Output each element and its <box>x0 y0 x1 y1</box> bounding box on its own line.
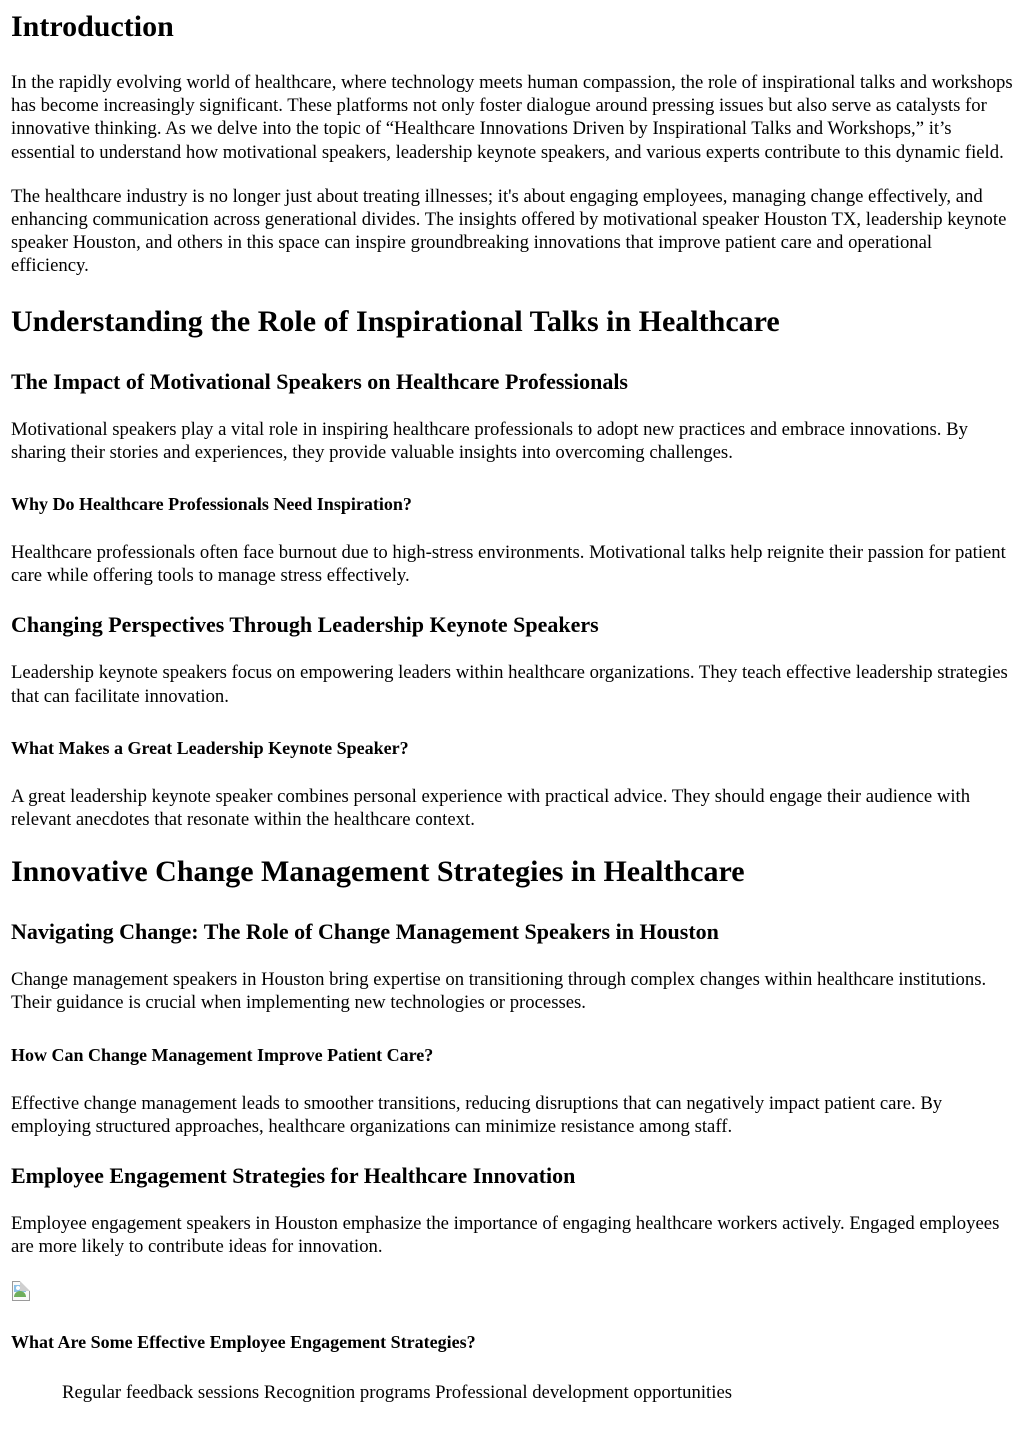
why-paragraph: Healthcare professionals often face burnout due to high-stress environments. Motivational talks help reignite their passion for patient care while offering tools to manage stress effectively. <box>11 542 1006 587</box>
how-paragraph: Effective change management leads to smoother transitions, reducing disruptions that can negatively impact patient care. By employing structured approaches, healthcare organizations can minimize resistance among staff. <box>11 1092 943 1137</box>
changing-paragraph: Leadership keynote speakers focus on empowering leaders within healthcare organizations. They teach effective leadership strategies that can facilitate innovation. <box>11 662 1008 707</box>
image-corner-fold <box>20 1281 30 1291</box>
navigating-paragraph: Change management speakers in Houston bring expertise on transitioning through complex changes within healthcare institutions. Their guidance is crucial when implementing new technologies or processes. <box>11 969 987 1014</box>
heading-introduction: Introduction <box>11 10 174 43</box>
broken-image-icon <box>11 1280 32 1301</box>
heading-navigating-change: Navigating Change: The Role of Change Management Speakers in Houston <box>11 919 719 945</box>
strategies-list: Regular feedback sessions Recognition programs Professional development opportunities <box>62 1382 733 1404</box>
heading-what-makes-great-speaker: What Makes a Great Leadership Keynote Speaker? <box>11 737 409 758</box>
image-hill <box>14 1291 26 1297</box>
heading-employee-engagement: Employee Engagement Strategies for Healthcare Innovation <box>11 1163 576 1189</box>
heading-understanding-role: Understanding the Role of Inspirational Talks in Healthcare <box>11 304 780 338</box>
heading-why-inspiration: Why Do Healthcare Professionals Need Inspiration? <box>11 494 412 515</box>
article <box>0 10 1024 1405</box>
heading-impact-motivational-speakers: The Impact of Motivational Speakers on Healthcare Professionals <box>11 368 628 394</box>
employee-paragraph: Employee engagement speakers in Houston emphasize the importance of engaging healthcare workers actively. Engaged employees are more likely to contribute ideas for innovation. <box>11 1213 1000 1258</box>
impact-paragraph: Motivational speakers play a vital role in inspiring healthcare professionals to adopt new practices and embrace innovations. By sharing their stories and experiences, they provide valuable insights into overcoming challenges. <box>11 418 968 463</box>
intro-paragraph-2: The healthcare industry is no longer just about treating illnesses; it's about engaging employees, managing change effectively, and enhancing communication across generational divides. The insights offered by motivational speaker Houston TX, leadership keynote speaker Houston, and others in this space can inspire groundbreaking innovations that improve patient care and operational efficiency. <box>11 185 1007 277</box>
intro-paragraph-1: In the rapidly evolving world of healthcare, where technology meets human compassion, the role of inspirational talks and workshops has become increasingly significant. These platforms not only foster dialogue around pressing issues but also serve as catalysts for innovative thinking. As we delve into the topic of “Healthcare Innovations Driven by Inspirational Talks and Workshops,” it’s essential to understand how motivational speakers, leadership keynote speakers, and various experts contribute to this dynamic field. <box>11 72 1013 163</box>
heading-innovative-change-management: Innovative Change Management Strategies in Healthcare <box>11 855 745 889</box>
heading-effective-engagement-strategies: What Are Some Effective Employee Engagement Strategies? <box>11 1332 476 1353</box>
heading-changing-perspectives: Changing Perspectives Through Leadership Keynote Speakers <box>11 612 599 638</box>
what-makes-paragraph: A great leadership keynote speaker combines personal experience with practical advice. They should engage their audience with relevant anecdotes that resonate within the healthcare context. <box>11 785 971 831</box>
heading-how-improve-patient-care: How Can Change Management Improve Patient Care? <box>11 1044 434 1065</box>
